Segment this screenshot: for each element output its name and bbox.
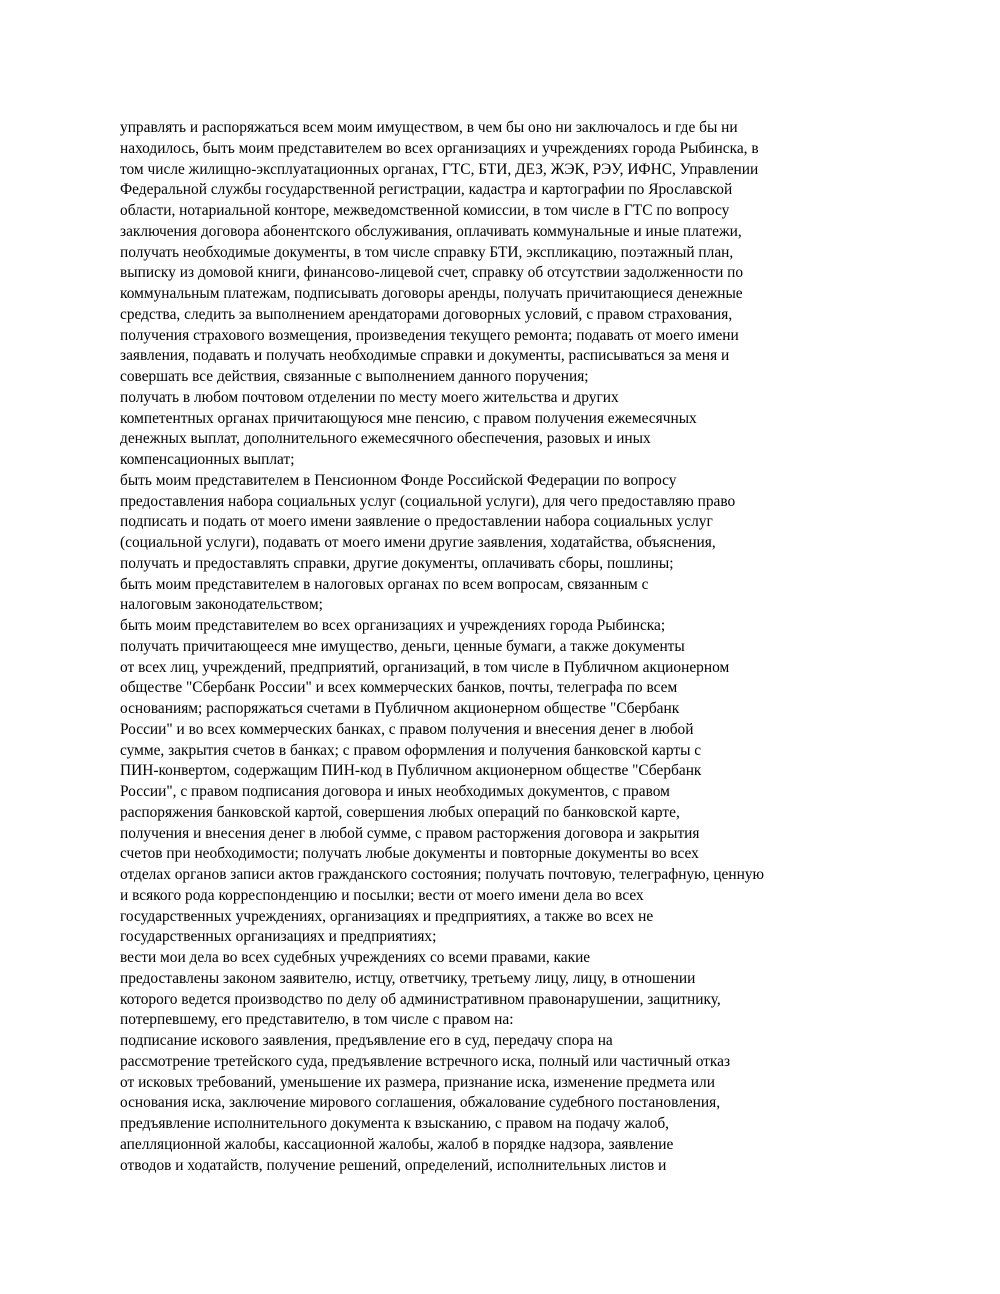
document-text-line: государственных организациях и предприятиях;	[120, 928, 437, 946]
document-text-line: денежных выплат, дополнительного ежемесячного обеспечения, разовых и иных	[120, 430, 651, 448]
document-text-line: от исковых требований, уменьшение их размера, признание иска, изменение предмета или	[120, 1073, 715, 1091]
document-text-line: основаниям; распоряжаться счетами в Публичном акционерном обществе "Сбербанк	[120, 700, 680, 717]
document-text-line: от всех лиц, учреждений, предприятий, организаций, в том числе в Публичном акционерном	[120, 658, 730, 676]
document-text-line: государственных учреждениях, организациях и предприятиях, а также во всех не	[120, 907, 654, 925]
document-text-line: счетов при необходимости; получать любые документы и повторные документы во всех	[120, 845, 699, 863]
document-text-line: средства, следить за выполнением арендаторами договорных условий, с правом страхования,	[120, 305, 733, 323]
document-text-line: России", с правом подписания договора и иных необходимых документов, с правом	[120, 783, 670, 800]
document-text-line: которого ведется производство по делу об административном правонарушении, защитнику,	[120, 990, 721, 1008]
document-text-line: апелляционной жалобы, кассационной жалобы, жалоб в порядке надзора, заявление	[120, 1135, 674, 1153]
document-text-line: быть моим представителем во всех организациях и учреждениях города Рыбинска;	[120, 617, 666, 634]
document-text-line: предоставления набора социальных услуг (социальной услуги), для чего предоставляю право	[120, 492, 736, 510]
document-text-line: основания иска, заключение мирового соглашения, обжалование судебного постановления,	[120, 1094, 721, 1112]
document-text-line: области, нотариальной конторе, межведомственной комиссии, в том числе в ГТС по вопросу	[120, 202, 730, 219]
document-text-line: России" и во всех коммерческих банках, с правом получения и внесения денег в любой	[120, 720, 694, 738]
document-text-line: Федеральной службы государственной регистрации, кадастра и картографии по Ярославской	[120, 181, 733, 199]
document-text-line: отделах органов записи актов гражданского состояния; получать почтовую, телеграфную, ценную	[120, 866, 765, 883]
document-text-line: отводов и ходатайств, получение решений, определений, исполнительных листов и	[120, 1156, 667, 1174]
document-text-line: рассмотрение третейского суда, предъявление встречного иска, полный или частичный отказ	[120, 1052, 731, 1070]
document-text-line: совершать все действия, связанные с выполнением данного поручения;	[120, 368, 589, 385]
document-text-line: быть моим представителем в налоговых органах по всем вопросам, связанным с	[120, 575, 649, 593]
document-text-line: предъявление исполнительного документа к взысканию, с правом на подачу жалоб,	[120, 1115, 670, 1132]
document-text-line: и всякого рода корреспонденцию и посылки; вести от моего имени дела во всех	[120, 886, 644, 904]
document-text-line: выписку из домовой книги, финансово-лицевой счет, справку об отсутствии задолженности по	[120, 264, 744, 282]
document-text-line: заключения договора абонентского обслуживания, оплачивать коммунальные и иные платежи,	[120, 222, 742, 240]
document-text-line: предоставлены законом заявителю, истцу, ответчику, третьему лицу, лицу, в отношении	[120, 969, 696, 987]
document-text-line: получать в любом почтовом отделении по месту моего жительства и других	[120, 388, 619, 406]
document-body-text	[120, 118, 900, 1176]
document-text-line: том числе жилищно-эксплуатационных органах, ГТС, БТИ, ДЕЗ, ЖЭК, РЭУ, ИФНС, Управлении	[120, 160, 759, 178]
document-text-line: компенсационных выплат;	[120, 451, 295, 468]
document-text-line: (социальной услуги), подавать от моего имени другие заявления, ходатайства, объяснения,	[120, 534, 716, 551]
document-text-line: коммунальным платежам, подписывать договоры аренды, получать причитающиеся денежные	[120, 285, 743, 302]
document-text-line: получать и предоставлять справки, другие документы, оплачивать сборы, пошлины;	[120, 554, 674, 572]
document-text-line: подписать и подать от моего имени заявление о предоставлении набора социальных услуг	[120, 513, 713, 531]
document-text-line: ПИН-конвертом, содержащим ПИН-код в Публичном акционерном обществе "Сбербанк	[120, 762, 702, 780]
document-text-line: подписание искового заявления, предъявление его в суд, передачу спора на	[120, 1032, 613, 1049]
document-text-line: находилось, быть моим представителем во всех организациях и учреждениях города Рыбинска, в	[120, 139, 759, 157]
document-text-line: быть моим представителем в Пенсионном Фонде Российской Федерации по вопросу	[120, 471, 677, 489]
document-text-line: обществе "Сбербанк России" и всех коммерческих банков, почты, телеграфа по всем	[120, 679, 678, 697]
document-text-line: налоговым законодательством;	[120, 596, 323, 614]
document-text-line: заявления, подавать и получать необходимые справки и документы, расписываться за меня и	[120, 347, 730, 365]
document-text-line: распоряжения банковской картой, совершения любых операций по банковской карте,	[120, 803, 680, 821]
document-text-line: получения и внесения денег в любой сумме, с правом расторжения договора и закрытия	[120, 824, 700, 842]
document-text-line: вести мои дела во всех судебных учреждениях со всеми правами, какие	[120, 949, 591, 966]
document-text-line: компетентных органах причитающуюся мне пенсию, с правом получения ежемесячных	[120, 409, 697, 427]
document-text-line: потерпевшему, его представителю, в том числе с правом на:	[120, 1011, 514, 1029]
document-text-line: получать необходимые документы, в том числе справку БТИ, экспликацию, поэтажный план,	[120, 243, 734, 261]
document-text-line: управлять и распоряжаться всем моим имуществом, в чем бы оно ни заключалось и где бы ни	[120, 119, 738, 136]
document-text-line: получения страхового возмещения, произведения текущего ремонта; подавать от моего имени	[120, 326, 739, 344]
document-text-line: сумме, закрытия счетов в банках; с правом оформления и получения банковской карты с	[120, 741, 702, 759]
document-text-line: получать причитающееся мне имущество, деньги, ценные бумаги, а также документы	[120, 637, 685, 655]
